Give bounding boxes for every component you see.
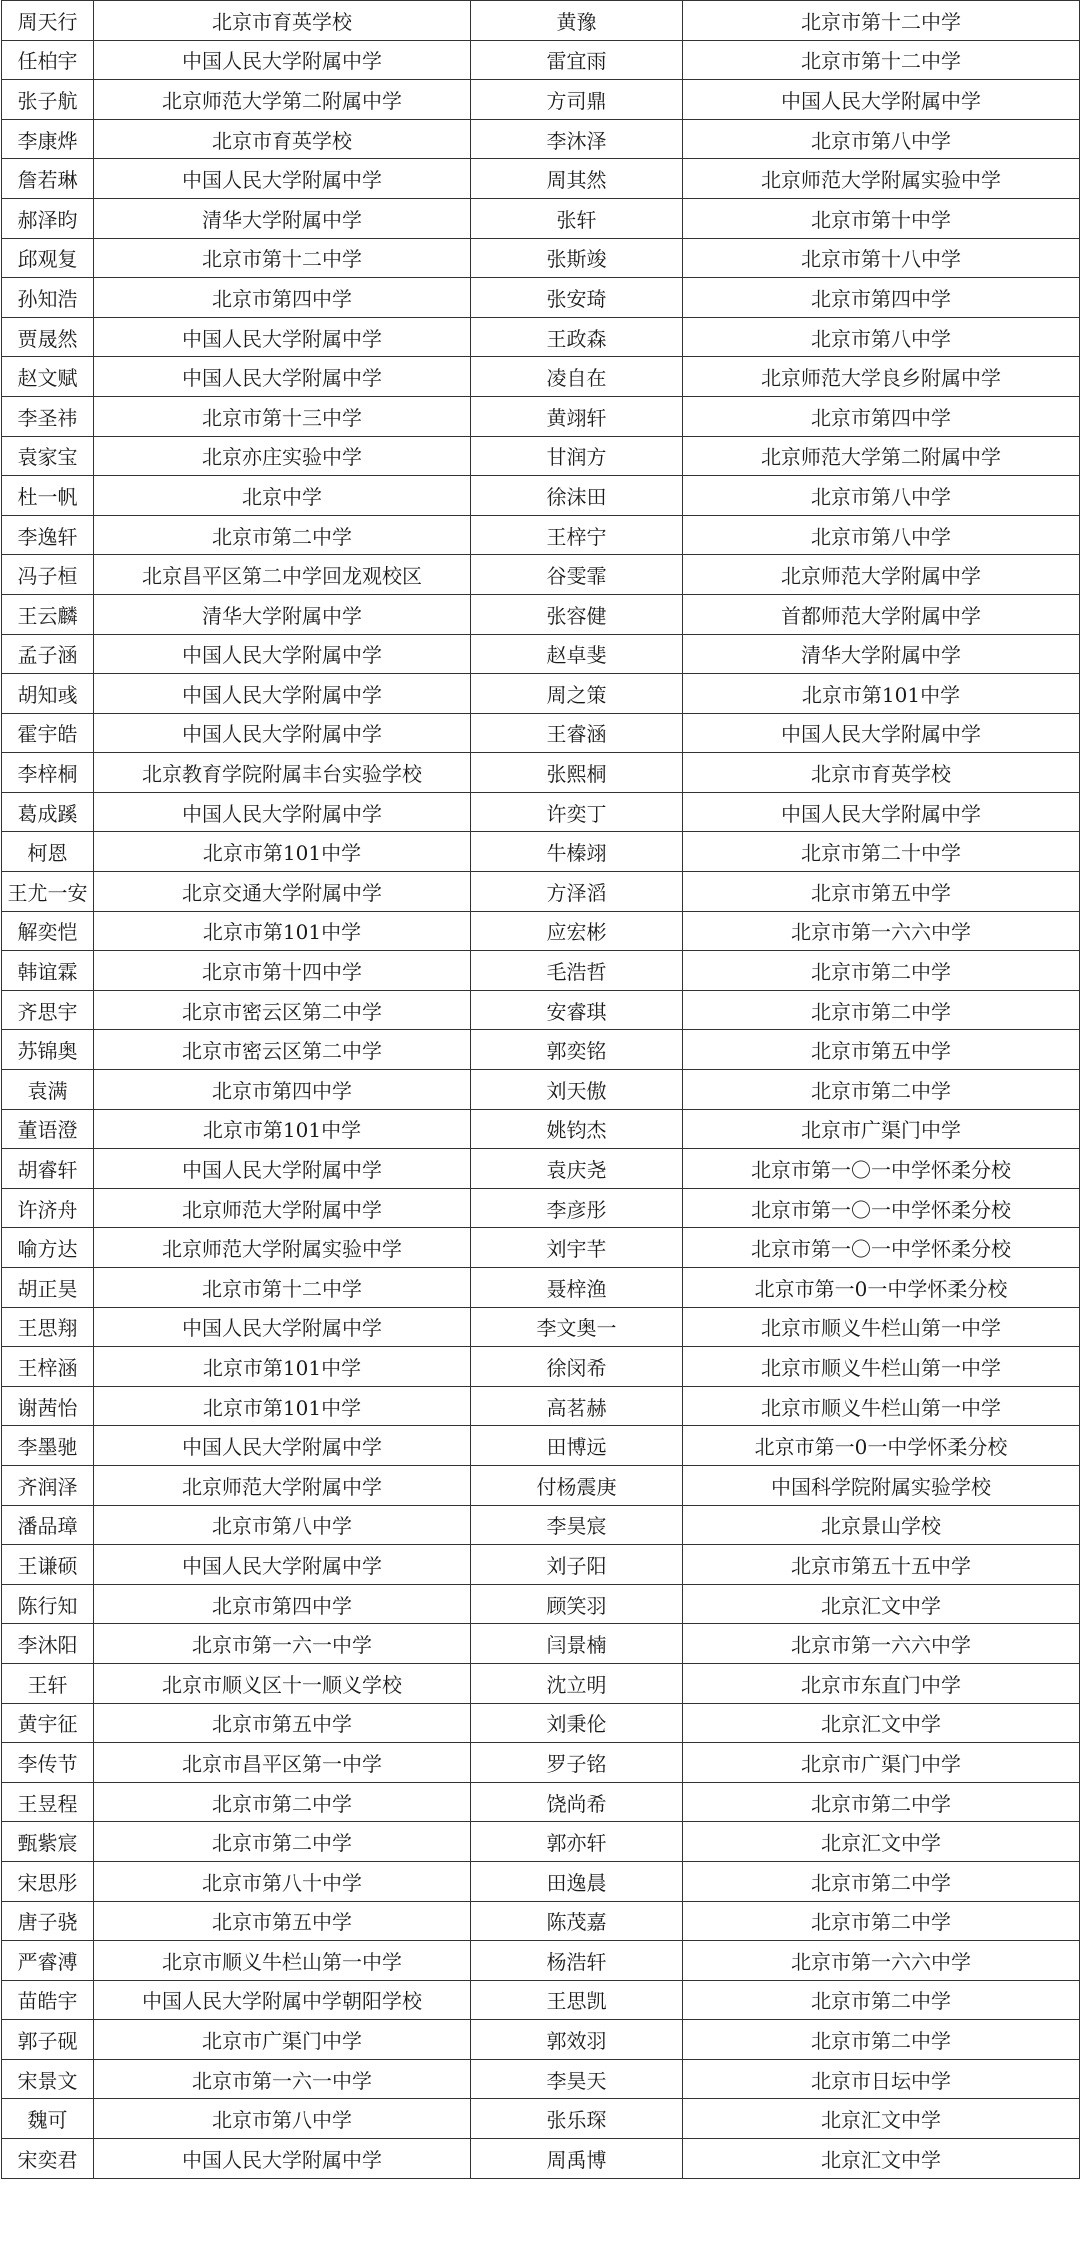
table-row — [2, 2020, 1080, 2060]
table-row — [2, 396, 1080, 436]
school-right: 北京市第八中学 — [683, 317, 1080, 357]
school-right: 北京市第四中学 — [683, 278, 1080, 318]
student-name-left: 宋奕君 — [2, 2139, 94, 2179]
school-left: 北京市第八中学 — [94, 2099, 471, 2139]
school-right: 北京市顺义牛栏山第一中学 — [683, 1386, 1080, 1426]
student-name-left: 葛成蹊 — [2, 792, 94, 832]
student-name-right: 杨浩轩 — [471, 1941, 683, 1981]
school-right: 北京市第二中学 — [683, 951, 1080, 991]
student-name-right: 安睿琪 — [471, 990, 683, 1030]
school-right: 北京市第五中学 — [683, 872, 1080, 912]
student-name-left: 胡睿轩 — [2, 1149, 94, 1189]
student-name-left: 张子航 — [2, 80, 94, 120]
school-left: 北京市第五中学 — [94, 1703, 471, 1743]
school-left: 北京交通大学附属中学 — [94, 872, 471, 912]
student-name-right: 罗子铭 — [471, 1743, 683, 1783]
student-name-left: 王思翔 — [2, 1307, 94, 1347]
school-right: 北京汇文中学 — [683, 2139, 1080, 2179]
student-name-left: 胡知彧 — [2, 674, 94, 714]
table-row — [2, 2059, 1080, 2099]
student-name-right: 雷宜雨 — [471, 40, 683, 80]
student-name-right: 顾笑羽 — [471, 1584, 683, 1624]
school-left: 北京市顺义牛栏山第一中学 — [94, 1941, 471, 1981]
table-row — [2, 1109, 1080, 1149]
school-right: 北京市第二中学 — [683, 1861, 1080, 1901]
student-name-right: 郭亦轩 — [471, 1822, 683, 1862]
student-name-right: 李彦彤 — [471, 1188, 683, 1228]
student-name-right: 周禹博 — [471, 2139, 683, 2179]
student-name-left: 许济舟 — [2, 1188, 94, 1228]
school-right: 北京师范大学第二附属中学 — [683, 436, 1080, 476]
student-name-left: 甄紫宸 — [2, 1822, 94, 1862]
table-row — [2, 594, 1080, 634]
student-name-left: 董语澄 — [2, 1109, 94, 1149]
table-row — [2, 1822, 1080, 1862]
student-name-left: 赵文赋 — [2, 357, 94, 397]
school-left: 北京教育学院附属丰台实验学校 — [94, 753, 471, 793]
table-row — [2, 1663, 1080, 1703]
student-name-right: 周其然 — [471, 159, 683, 199]
table-row — [2, 1703, 1080, 1743]
school-left: 北京昌平区第二中学回龙观校区 — [94, 555, 471, 595]
student-name-left: 解奕恺 — [2, 911, 94, 951]
school-right: 北京汇文中学 — [683, 1703, 1080, 1743]
table-row — [2, 40, 1080, 80]
school-right: 北京市第一〇一中学怀柔分校 — [683, 1188, 1080, 1228]
student-name-left: 任柏宇 — [2, 40, 94, 80]
school-right: 北京市育英学校 — [683, 753, 1080, 793]
student-name-left: 郝泽昀 — [2, 198, 94, 238]
school-right: 北京市第一〇一中学怀柔分校 — [683, 1149, 1080, 1189]
student-name-right: 刘子阳 — [471, 1545, 683, 1585]
school-right: 北京景山学校 — [683, 1505, 1080, 1545]
student-name-left: 王尤一安 — [2, 872, 94, 912]
school-right: 北京市顺义牛栏山第一中学 — [683, 1347, 1080, 1387]
table-row — [2, 1901, 1080, 1941]
school-right: 北京市第十二中学 — [683, 1, 1080, 41]
student-name-right: 赵卓斐 — [471, 634, 683, 674]
student-name-right: 姚钧杰 — [471, 1109, 683, 1149]
school-left: 北京市密云区第二中学 — [94, 990, 471, 1030]
table-row — [2, 1149, 1080, 1189]
school-left: 中国人民大学附属中学 — [94, 634, 471, 674]
school-right: 中国人民大学附属中学 — [683, 713, 1080, 753]
school-right: 北京市第一0一中学怀柔分校 — [683, 1268, 1080, 1308]
student-name-right: 方司鼎 — [471, 80, 683, 120]
table-row — [2, 713, 1080, 753]
school-right: 北京汇文中学 — [683, 1822, 1080, 1862]
school-right: 北京市顺义牛栏山第一中学 — [683, 1307, 1080, 1347]
student-name-left: 柯恩 — [2, 832, 94, 872]
school-right: 清华大学附属中学 — [683, 634, 1080, 674]
school-left: 北京市第十二中学 — [94, 1268, 471, 1308]
table-row — [2, 1465, 1080, 1505]
table-row — [2, 1941, 1080, 1981]
school-right: 北京市第八中学 — [683, 119, 1080, 159]
student-name-left: 李康烨 — [2, 119, 94, 159]
table-row — [2, 1070, 1080, 1110]
school-right: 北京市第一六六中学 — [683, 911, 1080, 951]
student-name-right: 刘天傲 — [471, 1070, 683, 1110]
school-left: 北京市第十二中学 — [94, 238, 471, 278]
school-right: 北京市第一0一中学怀柔分校 — [683, 1426, 1080, 1466]
school-left: 北京市第101中学 — [94, 911, 471, 951]
table-row — [2, 159, 1080, 199]
student-name-right: 沈立明 — [471, 1663, 683, 1703]
school-left: 北京师范大学附属中学 — [94, 1465, 471, 1505]
school-right: 北京师范大学附属中学 — [683, 555, 1080, 595]
student-name-right: 方泽滔 — [471, 872, 683, 912]
student-name-right: 田逸晨 — [471, 1861, 683, 1901]
school-left: 北京市密云区第二中学 — [94, 1030, 471, 1070]
school-left: 北京市第101中学 — [94, 1109, 471, 1149]
student-name-left: 贾晟然 — [2, 317, 94, 357]
table-row — [2, 753, 1080, 793]
student-name-left: 喻方达 — [2, 1228, 94, 1268]
student-name-right: 袁庆尧 — [471, 1149, 683, 1189]
school-right: 北京市第五中学 — [683, 1030, 1080, 1070]
student-name-right: 饶尚希 — [471, 1782, 683, 1822]
student-name-left: 袁家宝 — [2, 436, 94, 476]
table-row — [2, 1861, 1080, 1901]
school-left: 中国人民大学附属中学 — [94, 674, 471, 714]
table-row — [2, 80, 1080, 120]
student-name-left: 唐子骁 — [2, 1901, 94, 1941]
student-name-left: 孟子涵 — [2, 634, 94, 674]
school-left: 北京师范大学附属实验中学 — [94, 1228, 471, 1268]
student-name-right: 应宏彬 — [471, 911, 683, 951]
school-right: 北京市日坛中学 — [683, 2059, 1080, 2099]
school-left: 北京市第八中学 — [94, 1505, 471, 1545]
table-row — [2, 1980, 1080, 2020]
student-name-right: 张安琦 — [471, 278, 683, 318]
school-right: 北京市广渠门中学 — [683, 1743, 1080, 1783]
table-row — [2, 1782, 1080, 1822]
student-name-left: 李圣祎 — [2, 396, 94, 436]
school-left: 中国人民大学附属中学 — [94, 2139, 471, 2179]
student-name-right: 徐沫田 — [471, 476, 683, 516]
student-name-right: 凌自在 — [471, 357, 683, 397]
table-row — [2, 1347, 1080, 1387]
school-left: 北京市第八十中学 — [94, 1861, 471, 1901]
table-row — [2, 1426, 1080, 1466]
student-name-left: 周天行 — [2, 1, 94, 41]
school-right: 北京市第十二中学 — [683, 40, 1080, 80]
school-right: 中国科学院附属实验学校 — [683, 1465, 1080, 1505]
school-left: 北京市顺义区十一顺义学校 — [94, 1663, 471, 1703]
student-name-right: 王梓宁 — [471, 515, 683, 555]
student-name-left: 霍宇皓 — [2, 713, 94, 753]
school-right: 北京汇文中学 — [683, 1584, 1080, 1624]
school-left: 中国人民大学附属中学 — [94, 792, 471, 832]
table-row — [2, 317, 1080, 357]
school-left: 北京师范大学第二附属中学 — [94, 80, 471, 120]
table-row — [2, 119, 1080, 159]
school-left: 北京市第一六一中学 — [94, 1624, 471, 1664]
school-left: 北京市第101中学 — [94, 832, 471, 872]
school-right: 北京市第二中学 — [683, 2020, 1080, 2060]
table-row — [2, 357, 1080, 397]
student-name-right: 毛浩哲 — [471, 951, 683, 991]
student-name-left: 陈行知 — [2, 1584, 94, 1624]
table-row — [2, 1188, 1080, 1228]
student-name-left: 李传节 — [2, 1743, 94, 1783]
student-name-left: 袁满 — [2, 1070, 94, 1110]
student-name-right: 张乐琛 — [471, 2099, 683, 2139]
school-right: 北京市第二十中学 — [683, 832, 1080, 872]
student-name-right: 付杨震庚 — [471, 1465, 683, 1505]
student-name-right: 许奕丁 — [471, 792, 683, 832]
table-row — [2, 1545, 1080, 1585]
school-left: 中国人民大学附属中学 — [94, 317, 471, 357]
table-row — [2, 911, 1080, 951]
student-name-left: 严睿溥 — [2, 1941, 94, 1981]
student-name-right: 周之策 — [471, 674, 683, 714]
table-row — [2, 1386, 1080, 1426]
student-name-right: 甘润方 — [471, 436, 683, 476]
student-name-right: 刘宇芊 — [471, 1228, 683, 1268]
table-row — [2, 198, 1080, 238]
table-row — [2, 634, 1080, 674]
student-name-left: 胡正昊 — [2, 1268, 94, 1308]
school-right: 北京市第十中学 — [683, 198, 1080, 238]
table-row — [2, 476, 1080, 516]
student-name-right: 徐闵希 — [471, 1347, 683, 1387]
student-name-left: 李墨驰 — [2, 1426, 94, 1466]
student-name-left: 潘品璋 — [2, 1505, 94, 1545]
school-left: 中国人民大学附属中学 — [94, 1545, 471, 1585]
school-left: 北京市第四中学 — [94, 278, 471, 318]
school-right: 北京师范大学良乡附属中学 — [683, 357, 1080, 397]
student-name-left: 宋景文 — [2, 2059, 94, 2099]
student-name-left: 李沐阳 — [2, 1624, 94, 1664]
school-right: 北京市第一〇一中学怀柔分校 — [683, 1228, 1080, 1268]
table-row — [2, 1743, 1080, 1783]
school-left: 北京市育英学校 — [94, 1, 471, 41]
student-name-right: 王睿涵 — [471, 713, 683, 753]
student-name-left: 王昱程 — [2, 1782, 94, 1822]
table-row — [2, 2139, 1080, 2179]
student-name-right: 田博远 — [471, 1426, 683, 1466]
student-name-right: 黄翊轩 — [471, 396, 683, 436]
school-left: 北京市第101中学 — [94, 1386, 471, 1426]
table-row — [2, 1, 1080, 41]
school-right: 北京市第二中学 — [683, 1980, 1080, 2020]
school-right: 北京市第二中学 — [683, 1901, 1080, 1941]
school-right: 首都师范大学附属中学 — [683, 594, 1080, 634]
school-left: 北京市第十三中学 — [94, 396, 471, 436]
student-name-left: 孙知浩 — [2, 278, 94, 318]
student-name-left: 杜一帆 — [2, 476, 94, 516]
school-right: 北京市第二中学 — [683, 1070, 1080, 1110]
school-left: 北京市第一六一中学 — [94, 2059, 471, 2099]
table-row — [2, 436, 1080, 476]
school-right: 中国人民大学附属中学 — [683, 792, 1080, 832]
table-row — [2, 1584, 1080, 1624]
student-name-right: 张轩 — [471, 198, 683, 238]
student-name-right: 闫景楠 — [471, 1624, 683, 1664]
school-right: 北京市第二中学 — [683, 1782, 1080, 1822]
table-row — [2, 515, 1080, 555]
school-left: 中国人民大学附属中学 — [94, 1149, 471, 1189]
student-name-left: 邱观复 — [2, 238, 94, 278]
school-right: 北京市第二中学 — [683, 990, 1080, 1030]
table-row — [2, 1228, 1080, 1268]
student-name-left: 黄宇征 — [2, 1703, 94, 1743]
student-name-right: 郭奕铭 — [471, 1030, 683, 1070]
student-name-left: 魏可 — [2, 2099, 94, 2139]
student-name-left: 王云麟 — [2, 594, 94, 634]
table-row — [2, 278, 1080, 318]
table-row — [2, 1030, 1080, 1070]
roster-body — [2, 1, 1080, 2179]
school-left: 中国人民大学附属中学 — [94, 40, 471, 80]
school-left: 中国人民大学附属中学 — [94, 357, 471, 397]
school-left: 北京市第四中学 — [94, 1070, 471, 1110]
student-name-right: 刘秉伦 — [471, 1703, 683, 1743]
school-right: 北京汇文中学 — [683, 2099, 1080, 2139]
student-name-left: 王梓涵 — [2, 1347, 94, 1387]
student-name-left: 苗皓宇 — [2, 1980, 94, 2020]
school-left: 北京市第二中学 — [94, 1822, 471, 1862]
student-name-right: 黄豫 — [471, 1, 683, 41]
school-right: 北京市第十八中学 — [683, 238, 1080, 278]
school-right: 北京市第八中学 — [683, 515, 1080, 555]
student-name-left: 李梓桐 — [2, 753, 94, 793]
student-name-right: 郭效羽 — [471, 2020, 683, 2060]
school-left: 中国人民大学附属中学 — [94, 159, 471, 199]
school-right: 北京市东直门中学 — [683, 1663, 1080, 1703]
table-row — [2, 1624, 1080, 1664]
school-left: 中国人民大学附属中学 — [94, 1426, 471, 1466]
student-name-left: 宋思彤 — [2, 1861, 94, 1901]
student-name-right: 张斯竣 — [471, 238, 683, 278]
school-left: 北京市第十四中学 — [94, 951, 471, 991]
school-right: 北京市广渠门中学 — [683, 1109, 1080, 1149]
school-left: 北京师范大学附属中学 — [94, 1188, 471, 1228]
school-left: 中国人民大学附属中学朝阳学校 — [94, 1980, 471, 2020]
school-left: 北京中学 — [94, 476, 471, 516]
student-name-right: 张熙桐 — [471, 753, 683, 793]
student-name-right: 王思凯 — [471, 1980, 683, 2020]
school-left: 清华大学附属中学 — [94, 198, 471, 238]
student-roster-table — [1, 0, 1080, 2179]
student-name-left: 齐思宇 — [2, 990, 94, 1030]
school-right: 北京市第五十五中学 — [683, 1545, 1080, 1585]
school-left: 北京市昌平区第一中学 — [94, 1743, 471, 1783]
school-left: 北京市第二中学 — [94, 1782, 471, 1822]
table-row — [2, 1268, 1080, 1308]
student-name-right: 陈茂嘉 — [471, 1901, 683, 1941]
student-name-right: 张容健 — [471, 594, 683, 634]
table-row — [2, 1307, 1080, 1347]
table-row — [2, 674, 1080, 714]
table-row — [2, 2099, 1080, 2139]
school-left: 北京市第五中学 — [94, 1901, 471, 1941]
student-name-right: 李昊宸 — [471, 1505, 683, 1545]
school-left: 北京市第101中学 — [94, 1347, 471, 1387]
school-left: 北京市第四中学 — [94, 1584, 471, 1624]
student-name-left: 齐润泽 — [2, 1465, 94, 1505]
student-name-left: 郭子砚 — [2, 2020, 94, 2060]
student-name-left: 詹若琳 — [2, 159, 94, 199]
student-name-left: 韩谊霖 — [2, 951, 94, 991]
student-name-left: 李逸轩 — [2, 515, 94, 555]
school-left: 中国人民大学附属中学 — [94, 1307, 471, 1347]
table-row — [2, 990, 1080, 1030]
student-name-left: 苏锦奥 — [2, 1030, 94, 1070]
school-right: 北京市第一六六中学 — [683, 1624, 1080, 1664]
student-name-right: 谷雯霏 — [471, 555, 683, 595]
student-name-right: 李文奥一 — [471, 1307, 683, 1347]
table-row — [2, 792, 1080, 832]
school-left: 北京市育英学校 — [94, 119, 471, 159]
student-name-right: 牛榛翊 — [471, 832, 683, 872]
school-right: 北京市第八中学 — [683, 476, 1080, 516]
school-left: 清华大学附属中学 — [94, 594, 471, 634]
student-name-left: 谢茜怡 — [2, 1386, 94, 1426]
school-right: 北京市第四中学 — [683, 396, 1080, 436]
student-name-right: 高茗赫 — [471, 1386, 683, 1426]
school-left: 北京亦庄实验中学 — [94, 436, 471, 476]
table-row — [2, 238, 1080, 278]
student-name-right: 聂梓渔 — [471, 1268, 683, 1308]
school-left: 中国人民大学附属中学 — [94, 713, 471, 753]
school-right: 北京市第101中学 — [683, 674, 1080, 714]
student-name-right: 李沐泽 — [471, 119, 683, 159]
school-right: 北京师范大学附属实验中学 — [683, 159, 1080, 199]
table-row — [2, 832, 1080, 872]
student-name-left: 王谦硕 — [2, 1545, 94, 1585]
student-name-left: 王轩 — [2, 1663, 94, 1703]
table-row — [2, 1505, 1080, 1545]
table-row — [2, 555, 1080, 595]
student-name-left: 冯子桓 — [2, 555, 94, 595]
school-right: 中国人民大学附属中学 — [683, 80, 1080, 120]
school-left: 北京市第二中学 — [94, 515, 471, 555]
student-name-right: 李昊天 — [471, 2059, 683, 2099]
table-row — [2, 951, 1080, 991]
school-left: 北京市广渠门中学 — [94, 2020, 471, 2060]
school-right: 北京市第一六六中学 — [683, 1941, 1080, 1981]
student-name-right: 王政森 — [471, 317, 683, 357]
table-row — [2, 872, 1080, 912]
